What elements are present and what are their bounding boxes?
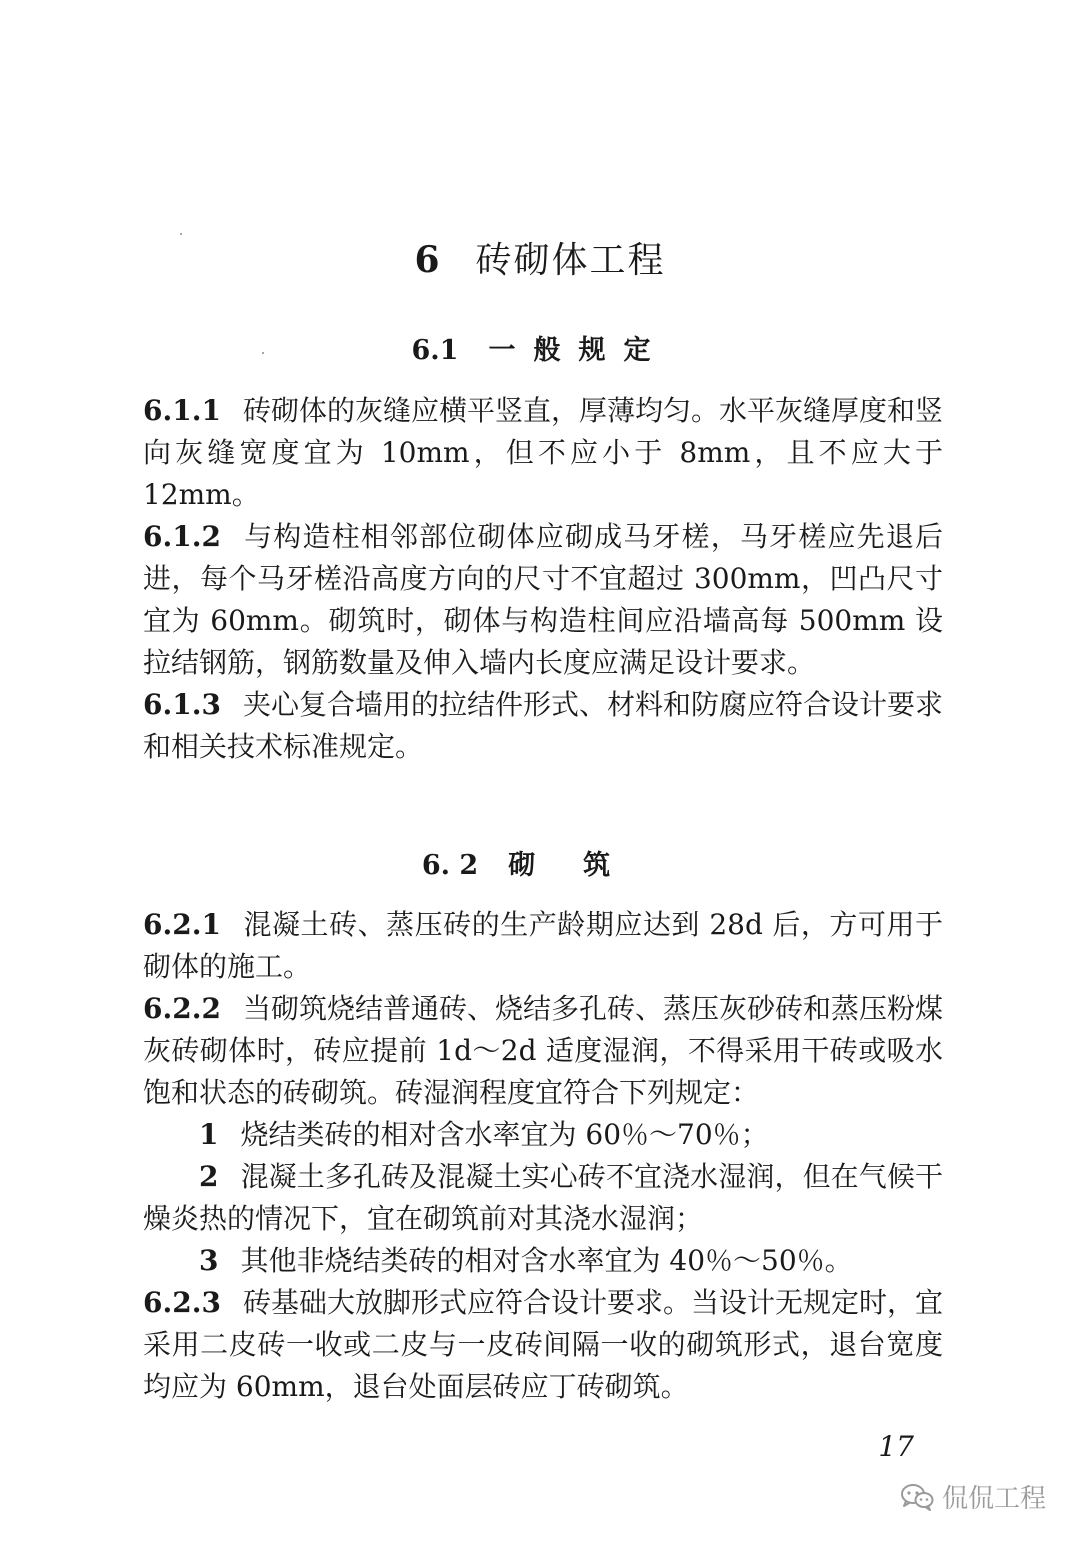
item-text: 烧结类砖的相对含水率宜为 60％～70％； — [240, 1118, 769, 1151]
chapter-number: 6 — [414, 239, 442, 281]
clause-text: 砖基础大放脚形式应符合设计要求。当设计无规定时，宜采用二皮砖一收或二皮与一皮砖间隔一收的砌筑形式，退台宽度均应为 60mm，退台处面层砖应丁砖砌筑。 — [143, 1286, 943, 1403]
watermark — [900, 1478, 1046, 1515]
section-number: 6. 2 — [421, 850, 479, 881]
clause — [143, 390, 943, 516]
section-name: 一般规定 — [488, 335, 669, 366]
section-title — [0, 843, 1080, 882]
clause — [143, 904, 943, 988]
item-number: 2 — [199, 1160, 219, 1193]
section-body — [143, 390, 943, 768]
clause-number: 6.2.2 — [143, 992, 221, 1025]
list-item — [143, 1156, 943, 1240]
wechat-icon — [900, 1483, 934, 1511]
clause-text: 夹心复合墙用的拉结件形式、材料和防腐应符合设计要求和相关技术标准规定。 — [143, 688, 943, 763]
watermark-text: 侃侃工程 — [941, 1484, 1046, 1514]
chapter-title — [0, 232, 1080, 283]
item-text: 混凝土多孔砖及混凝土实心砖不宜浇水湿润，但在气候干燥炎热的情况下，宜在砌筑前对其浇水湿润； — [143, 1160, 943, 1235]
clause-text: 砖砌体的灰缝应横平竖直，厚薄均匀。水平灰缝厚度和竖向灰缝宽度宜为 10mm，但不应小于 8mm，且不应大于 12mm。 — [143, 394, 943, 511]
clause-number: 6.1.2 — [143, 520, 221, 553]
item-number: 1 — [199, 1118, 219, 1151]
section-body — [143, 904, 943, 1408]
clause-text: 当砌筑烧结普通砖、烧结多孔砖、蒸压灰砂砖和蒸压粉煤灰砖砌体时，砖应提前 1d～2d 适度湿润，不得采用干砖或吸水饱和状态的砖砌筑。砖湿润程度宜符合下列规定： — [143, 992, 943, 1109]
section-title — [0, 328, 1080, 367]
list-item — [143, 1240, 943, 1282]
clause-text: 与构造柱相邻部位砌体应砌成马牙槎，马牙槎应先退后进，每个马牙槎沿高度方向的尺寸不宜超过 300mm，凹凸尺寸宜为 60mm。砌筑时，砌体与构造柱间应沿墙高每 500mm 设拉结钢筋，钢筋数量及伸入墙内长度应满足设计要求。 — [143, 520, 943, 679]
clause — [143, 516, 943, 684]
clause-number: 6.2.1 — [143, 908, 221, 941]
section-name: 砌筑 — [508, 850, 659, 881]
clause — [143, 684, 943, 768]
list-item — [143, 1114, 943, 1156]
clause-text: 混凝土砖、蒸压砖的生产龄期应达到 28d 后，方可用于砌体的施工。 — [143, 908, 943, 983]
clause-number: 6.1.3 — [143, 688, 221, 721]
section-number: 6.1 — [411, 335, 459, 366]
chapter-name: 砖砌体工程 — [475, 240, 666, 281]
clause — [143, 1282, 943, 1408]
item-number: 3 — [199, 1244, 219, 1277]
clause — [143, 988, 943, 1114]
page-number: 17 — [878, 1430, 914, 1463]
item-text: 其他非烧结类砖的相对含水率宜为 40％～50％。 — [240, 1244, 853, 1277]
clause-number: 6.1.1 — [143, 394, 221, 427]
clause-number: 6.2.3 — [143, 1286, 221, 1319]
